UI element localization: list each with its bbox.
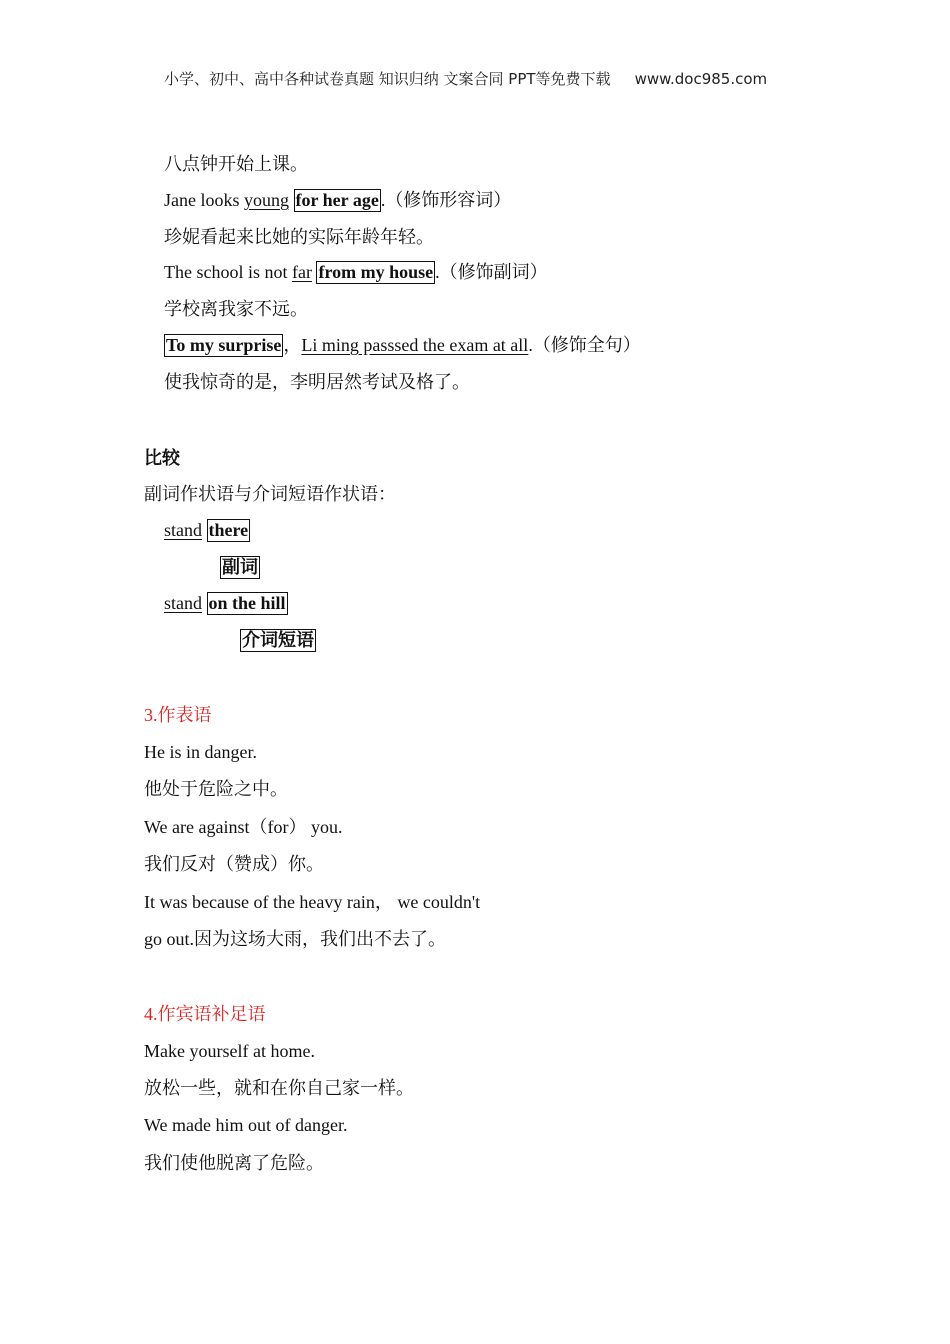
s4-line-1: Make yourself at home. <box>144 1041 315 1061</box>
s3-line-6: go out.因为这场大雨，我们出不去了。 <box>144 929 446 949</box>
header-site: www.doc985.com <box>634 70 768 88</box>
s3-line-3: We are against（for） you. <box>144 817 343 837</box>
compare-line-1 <box>164 518 250 542</box>
header-text: 小学、初中、高中各种试卷真题 知识归纳 文案合同 PPT等免费下载 <box>164 70 611 88</box>
en-text: The school is not <box>164 262 292 282</box>
boxed-word: there <box>208 520 249 540</box>
note: .（修饰副词） <box>435 262 548 282</box>
boxed-phrase: To my surprise <box>166 335 282 355</box>
s4-line-2: 放松一些，就和在你自己家一样。 <box>144 1078 414 1098</box>
boxed-phrase: on the hill <box>208 593 286 613</box>
example-line-5 <box>164 297 308 321</box>
underlined-word: young <box>244 190 289 210</box>
s3-line-4: 我们反对（赞成）你。 <box>144 854 324 874</box>
compare-line-2 <box>164 591 288 615</box>
boxed-label: 介词短语 <box>242 630 314 650</box>
s4-line-4: 我们使他脱离了危险。 <box>144 1153 324 1173</box>
note: .（修饰形容词） <box>380 190 512 210</box>
cn-text: 珍妮看起来比她的实际年龄年轻。 <box>164 227 434 247</box>
note: .（修饰全句） <box>528 335 641 355</box>
compare-title: 比较 <box>144 448 180 468</box>
underlined-word: far <box>292 262 312 282</box>
underlined-clause: Li ming passsed the exam at all <box>301 335 529 355</box>
underlined-verb: stand <box>164 593 202 613</box>
underlined-verb: stand <box>164 520 202 540</box>
example-line-7 <box>164 370 470 394</box>
compare-label-adverb <box>220 555 260 579</box>
section-3-title: 3.作表语 <box>144 705 212 725</box>
s4-line-3: We made him out of danger. <box>144 1115 348 1135</box>
section-4-title: 4.作宾语补足语 <box>144 1004 266 1024</box>
cn-text: 八点钟开始上课。 <box>164 154 308 174</box>
example-line-4 <box>164 260 548 284</box>
example-line-3 <box>164 225 434 249</box>
example-line-2 <box>164 188 511 212</box>
en-text: Jane looks <box>164 190 244 210</box>
compare-desc: 副词作状语与介词短语作状语： <box>144 484 396 504</box>
example-line-1 <box>164 152 308 176</box>
boxed-label: 副词 <box>222 557 258 577</box>
page-header <box>164 68 767 89</box>
s3-line-2: 他处于危险之中。 <box>144 779 288 799</box>
boxed-phrase: from my house <box>318 262 434 282</box>
cn-text: 使我惊奇的是，李明居然考试及格了。 <box>164 372 470 392</box>
cn-text: 学校离我家不远。 <box>164 299 308 319</box>
compare-label-prep <box>240 628 316 652</box>
s3-line-1: He is in danger. <box>144 742 257 762</box>
example-line-6 <box>164 333 641 357</box>
separator: ， <box>283 335 302 355</box>
s3-line-5: It was because of the heavy rain， we couldn't <box>144 892 481 912</box>
boxed-phrase: for her age <box>295 190 379 210</box>
